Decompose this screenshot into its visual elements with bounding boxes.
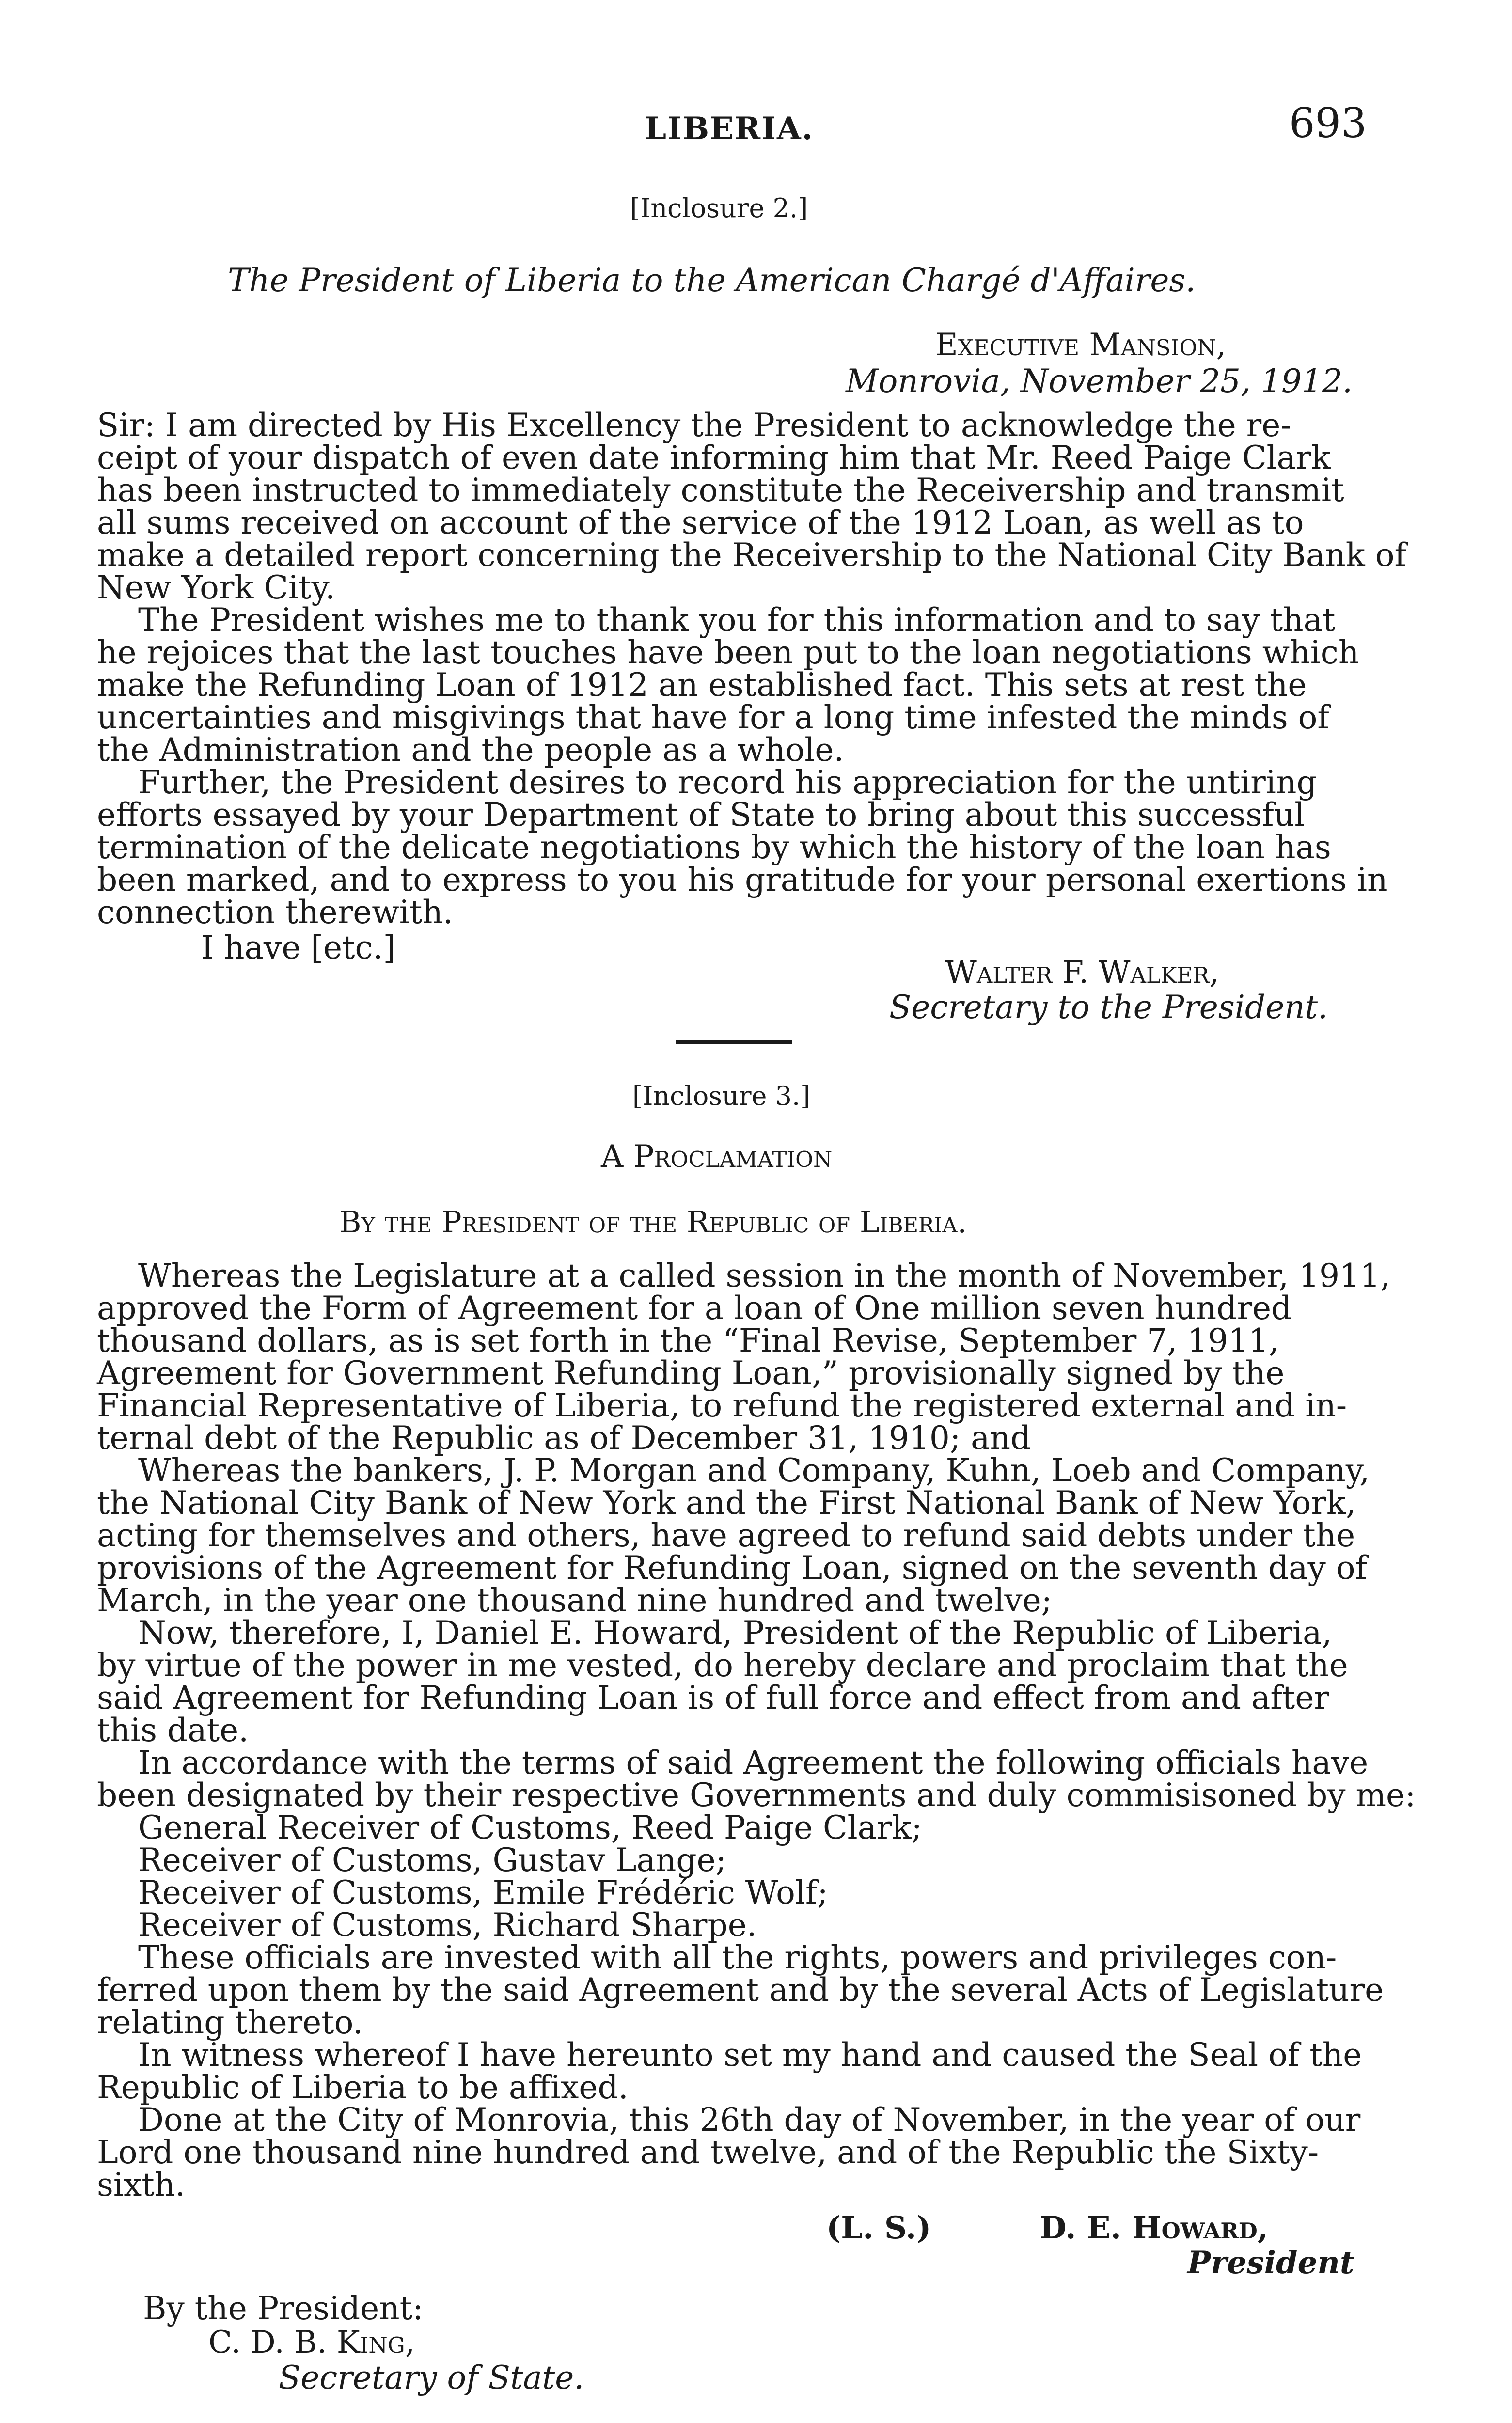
letter-line: efforts essayed by your Department of State to bring about this successful <box>97 796 1305 834</box>
proclamation-line: the National City Bank of New York and the First National Bank of New York, <box>97 1484 1356 1522</box>
letter-line: has been instructed to immediately constitute the Receivership and transmit <box>97 472 1344 509</box>
proclamation-line: acting for themselves and others, have agreed to refund said debts under the <box>97 1517 1355 1554</box>
inclosure-3-label: [Inclosure 3.] <box>632 1081 811 1111</box>
letter-signer-name: Walter F. Walker, <box>945 955 1219 991</box>
inclosure-2-label: [Inclosure 2.] <box>630 193 808 223</box>
proclamation-line: Receiver of Customs, Gustav Lange; <box>138 1841 726 1879</box>
letter-signer-title: Secretary to the President. <box>889 989 1328 1026</box>
letter-line: Sir: I am directed by His Excellency the President to acknowledge the re- <box>97 407 1292 444</box>
countersigner-name: C. D. B. King, <box>208 2325 415 2360</box>
letter-line: connection therewith. <box>97 894 453 931</box>
proclamation-line: Agreement for Government Refunding Loan,” provisionally signed by the <box>97 1354 1285 1392</box>
proclamation-line: Financial Representative of Liberia, to refund the registered external and in- <box>97 1387 1347 1424</box>
letter-line: ceipt of your dispatch of even date informing him that Mr. Reed Paige Clark <box>97 439 1331 476</box>
letter-date: Monrovia, November 25, 1912. <box>846 362 1353 400</box>
proclamation-line: been designated by their respective Governments and duly commisisoned by me: <box>97 1777 1416 1814</box>
proclamation-line: relating thereto. <box>97 2004 363 2041</box>
page-number: 693 <box>1289 99 1367 147</box>
proclamation-line: General Receiver of Customs, Reed Paige Clark; <box>138 1809 922 1846</box>
proclamation-line: In witness whereof I have hereunto set my hand and caused the Seal of the <box>138 2036 1362 2074</box>
proclamation-line: thousand dollars, as is set forth in the “Final Revise, September 7, 1911, <box>97 1322 1279 1359</box>
proclamation-line: Receiver of Customs, Emile Frédéric Wolf; <box>138 1874 828 1911</box>
proclamation-line: Republic of Liberia to be affixed. <box>97 2069 629 2106</box>
proclamation-line: Receiver of Customs, Richard Sharpe. <box>138 1906 757 1944</box>
letter-line: uncertainties and misgivings that have for a long time infested the minds of <box>97 699 1329 736</box>
letter-line: the Administration and the people as a whole. <box>97 731 844 769</box>
proclamation-line: Whereas the bankers, J. P. Morgan and Company, Kuhn, Loeb and Company, <box>138 1452 1370 1489</box>
proclamation-subtitle: By the President of the Republic of Liberia. <box>339 1204 967 1240</box>
letter-line: make the Refunding Loan of 1912 an established fact. This sets at rest the <box>97 666 1307 704</box>
proclamation-line: ternal debt of the Republic as of December 31, 1910; and <box>97 1419 1031 1457</box>
proclamation-line: Done at the City of Monrovia, this 26th day of November, in the year of our <box>138 2101 1361 2139</box>
proclamation-line: Lord one thousand nine hundred and twelve, and of the Republic the Sixty- <box>97 2134 1319 2171</box>
proclamation-line: ferred upon them by the said Agreement and by the several Acts of Legislature <box>97 1971 1384 2009</box>
proclamation-line: by virtue of the power in me vested, do hereby declare and proclaim that the <box>97 1647 1348 1684</box>
letter-line: termination of the delicate negotiations by which the history of the loan has <box>97 829 1331 866</box>
proclamation-line: provisions of the Agreement for Refunding Loan, signed on the seventh day of <box>97 1549 1367 1587</box>
countersigner-title: Secretary of State. <box>279 2359 584 2396</box>
proclamation-signer-name: D. E. Howard, <box>1040 2210 1269 2246</box>
proclamation-line: approved the Form of Agreement for a loan of One million seven hundred <box>97 1290 1292 1327</box>
proclamation-line: These officials are invested with all the rights, powers and privileges con- <box>138 1939 1337 1976</box>
section-divider <box>676 1040 792 1044</box>
proclamation-line: March, in the year one thousand nine hundred and twelve; <box>97 1582 1052 1619</box>
letter-line: Further, the President desires to record his appreciation for the untiring <box>138 764 1317 801</box>
running-title: LIBERIA. <box>645 110 814 147</box>
proclamation-line: sixth. <box>97 2166 186 2203</box>
proclamation-line: In accordance with the terms of said Agreement the following officials have <box>138 1744 1369 1781</box>
letter-closing: I have [etc.] <box>201 929 396 966</box>
letter-line: he rejoices that the last touches have been put to the loan negotiations which <box>97 634 1359 671</box>
proclamation-line: said Agreement for Refunding Loan is of full force and effect from and after <box>97 1679 1329 1716</box>
proclamation-line: this date. <box>97 1712 249 1749</box>
letter-line: make a detailed report concerning the Receivership to the National City Bank of <box>97 536 1406 574</box>
by-the-president: By the President: <box>143 2290 424 2327</box>
letter-line: New York City. <box>97 569 336 606</box>
proclamation-signer-title: President <box>1187 2245 1354 2281</box>
letter-title: The President of Liberia to the American Chargé d'Affaires. <box>228 262 1196 299</box>
proclamation-line: Whereas the Legislature at a called session in the month of November, 1911, <box>138 1257 1391 1294</box>
letter-line: been marked, and to express to you his gratitude for your personal exertions in <box>97 861 1388 898</box>
letter-line: The President wishes me to thank you for this information and to say that <box>138 601 1336 639</box>
letter-line: all sums received on account of the service of the 1912 Loan, as well as to <box>97 504 1304 541</box>
proclamation-title: A Proclamation <box>601 1139 833 1175</box>
seal-mark: (L. S.) <box>826 2210 931 2246</box>
proclamation-line: Now, therefore, I, Daniel E. Howard, President of the Republic of Liberia, <box>138 1614 1332 1652</box>
letter-place: Executive Mansion, <box>935 327 1227 363</box>
